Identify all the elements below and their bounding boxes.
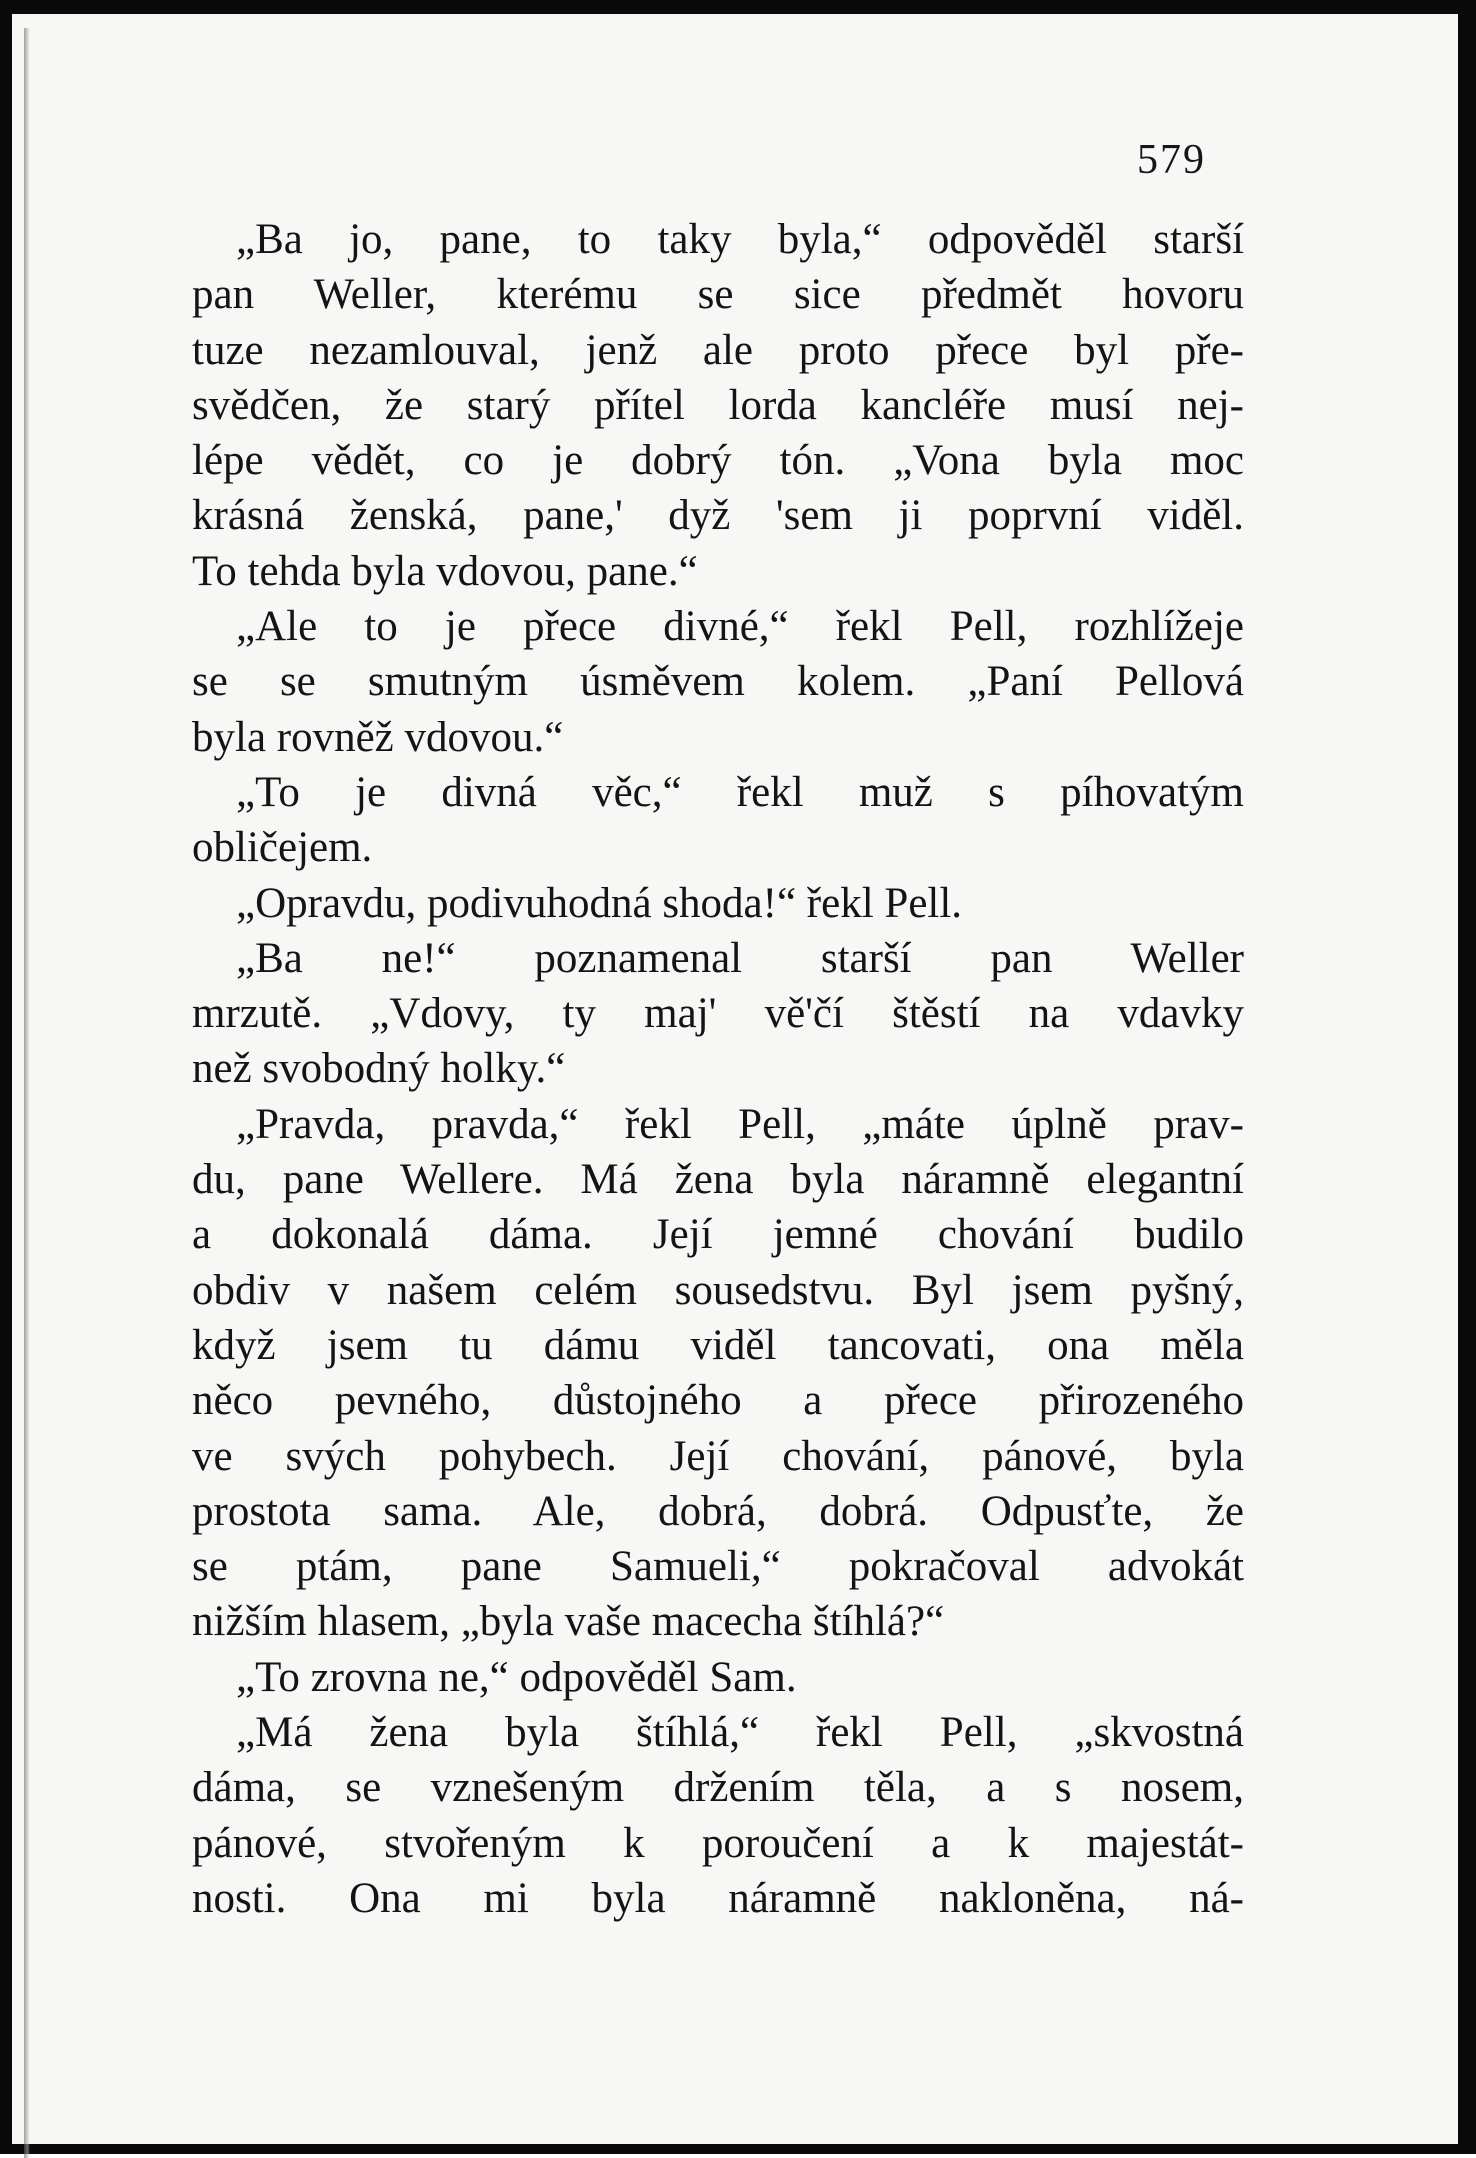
text-line: svědčen, že starý přítel lorda kancléře musí nej- [192,381,1244,429]
text-line: a dokonalá dáma. Její jemné chování budilo [192,1211,1244,1259]
text-line: obličejem. [192,824,373,872]
body-text [192,212,1244,1926]
text-line: To tehda byla vdovou, pane.“ [192,547,698,595]
text-line: nižším hlasem, „byla vaše macecha štíhlá?“ [192,1598,945,1646]
text-line: prostota sama. Ale, dobrá, dobrá. Odpusťte, že [192,1487,1244,1535]
text-line: pánové, stvořeným k poroučení a k majestát- [192,1819,1244,1867]
binding-shadow [24,28,30,2158]
text-line: když jsem tu dámu viděl tancovati, ona měla [192,1321,1244,1369]
text-line: než svobodný holky.“ [192,1045,566,1093]
text-line: „To zrovna ne,“ odpověděl Sam. [236,1653,797,1701]
text-line: mrzutě. „Vdovy, ty maj' vě'čí štěstí na vdavky [192,990,1244,1038]
page-number: 579 [1137,137,1206,183]
text-line: „Ba ne!“ poznamenal starší pan Weller [236,934,1244,982]
text-line: ve svých pohybech. Její chování, pánové, byla [192,1432,1244,1480]
text-line: tuze nezamlouval, jenž ale proto přece byl pře- [192,326,1244,374]
text-line: se ptám, pane Samueli,“ pokračoval advokát [192,1543,1244,1591]
text-line: nosti. Ona mi byla náramně nakloněna, ná- [192,1874,1244,1922]
text-line: byla rovněž vdovou.“ [192,713,564,761]
text-line: „Ba jo, pane, to taky byla,“ odpověděl starší [236,216,1244,263]
text-line: „To je divná věc,“ řekl muž s píhovatým [236,768,1244,816]
text-line: se se smutným úsměvem kolem. „Paní Pellová [192,658,1244,706]
text-line: lépe vědět, co je dobrý tón. „Vona byla moc [192,437,1244,485]
text-line: „Opravdu, podivuhodná shoda!“ řekl Pell. [236,879,963,927]
text-line: „Ale to je přece divné,“ řekl Pell, rozhlížeje [236,603,1244,651]
text-line: krásná ženská, pane,' dyž 'sem ji poprvní viděl. [192,492,1244,540]
text-line: pan Weller, kterému se sice předmět hovoru [192,271,1244,319]
text-line: obdiv v našem celém sousedstvu. Byl jsem pyšný, [192,1266,1244,1314]
text-line: „Pravda, pravda,“ řekl Pell, „máte úplně prav- [236,1100,1244,1148]
text-line: du, pane Wellere. Má žena byla náramně elegantní [192,1156,1244,1204]
text-line: „Má žena byla štíhlá,“ řekl Pell, „skvostná [236,1709,1244,1757]
text-line: něco pevného, důstojného a přece přirozeného [192,1377,1244,1425]
text-line: dáma, se vznešeným držením těla, a s nosem, [192,1764,1244,1812]
